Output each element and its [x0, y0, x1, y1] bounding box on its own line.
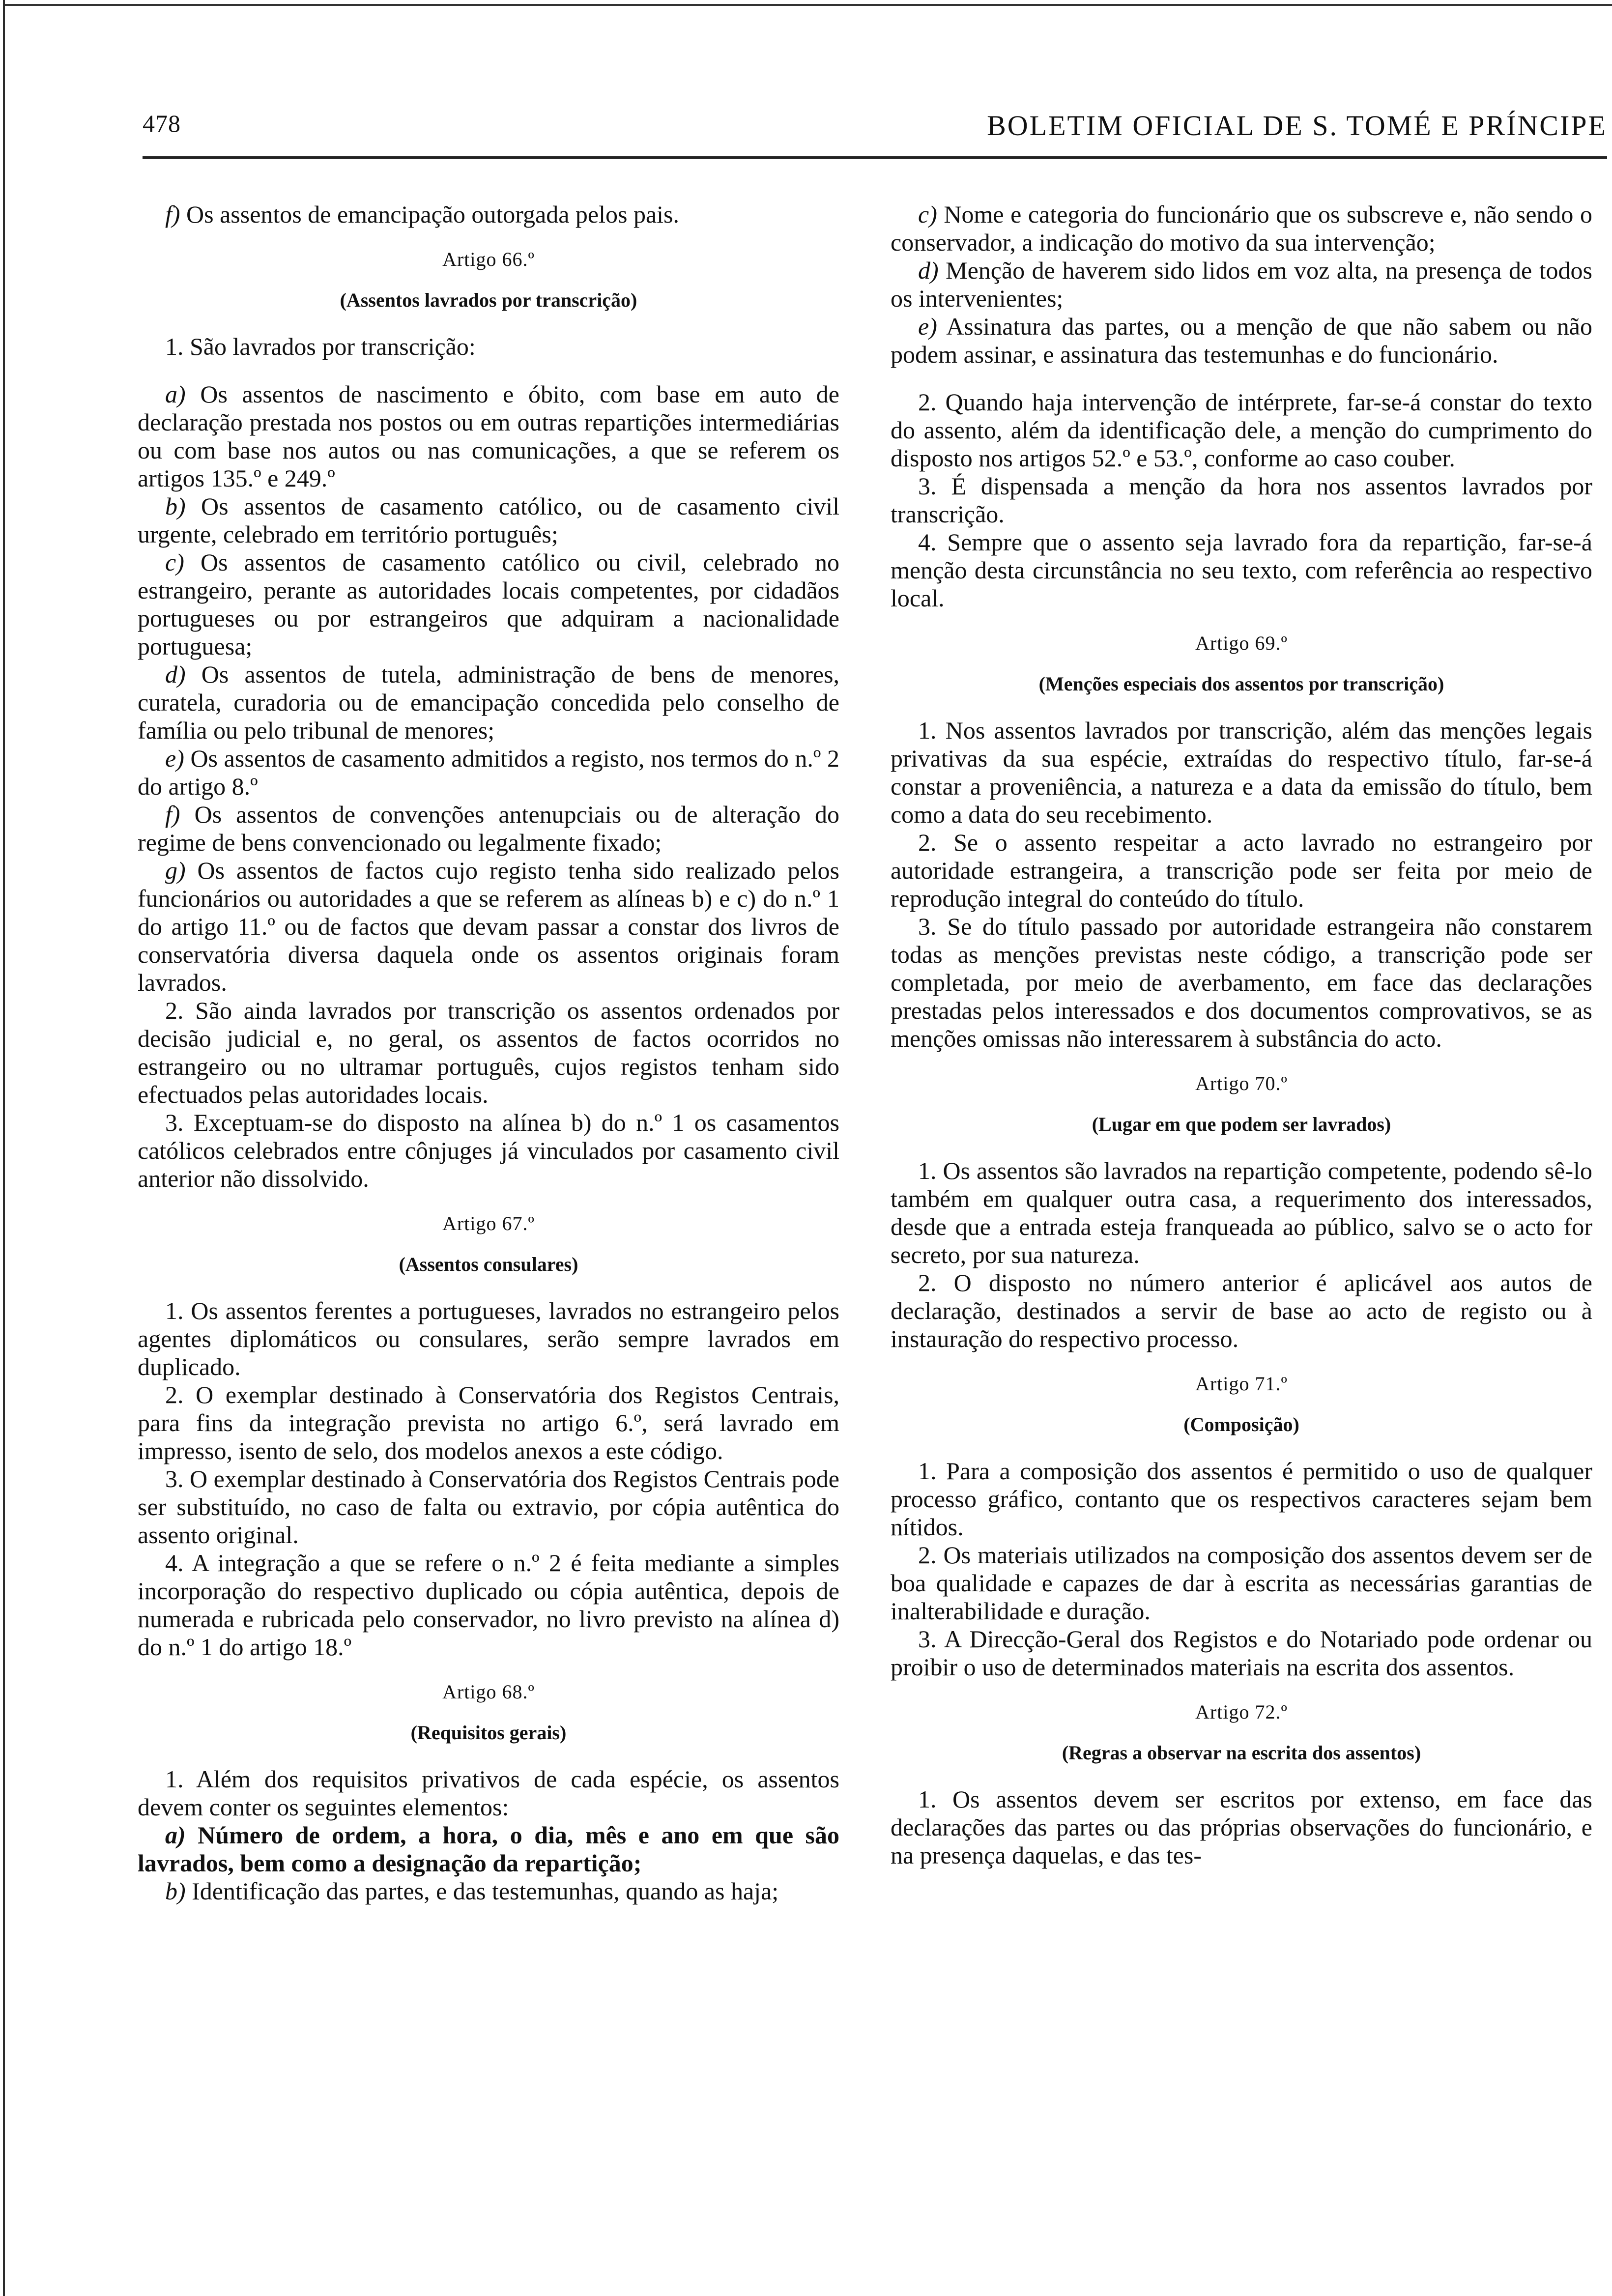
article-66-title: Artigo 66.º: [442, 248, 535, 270]
article-70-paragraph-2: 2. O disposto no número anterior é aplicável aos autos de declaração, destinados a servir de base ao acto de registo ou à instauração do respectivo processo.: [891, 1269, 1592, 1352]
article-70-paragraph-1: 1. Os assentos são lavrados na repartição competente, podendo sê-lo também em qualquer outra casa, a requerimento dos interessados, desde que a entrada esteja franqueada ao público, salvo se o acto for secreto, por sua natureza.: [891, 1157, 1592, 1268]
article-67-paragraph-3: 3. O exemplar destinado à Conservatória dos Registos Centrais pode ser substituído, no caso de falta ou extravio, por cópia autêntica do assento original.: [138, 1465, 839, 1549]
article-68-paragraph-3: 3. É dispensada a menção da hora nos assentos lavrados por transcrição.: [891, 472, 1592, 528]
article-68-clause-e: e) Assinatura das partes, ou a menção de que não sabem ou não podem assinar, e assinatura das testemunhas e do funcionário.: [891, 313, 1592, 368]
article-66-clause-e: e) Os assentos de casamento admitidos a registo, nos termos do n.º 2 do artigo 8.º: [138, 745, 839, 800]
article-68-clause-a: a) Número de ordem, a hora, o dia, mês e ano em que são lavrados, bem como a designação da repartição;: [138, 1821, 839, 1877]
article-69-paragraph-3: 3. Se do título passado por autoridade estrangeira não constarem todas as menções previstas neste código, a transcrição pode ser completada, por meio de averbamento, em face das declarações prestadas pelos interessados e dos documentos comprovativos, se as menções omissas não interessarem à substância do acto.: [891, 913, 1592, 1052]
article-72-paragraph-1: 1. Os assentos devem ser escritos por extenso, em face das declarações das partes ou das próprias observações do funcionário, e na presença daquelas, e das tes-: [891, 1785, 1592, 1869]
right-column: [891, 201, 1592, 1869]
article-67-paragraph-1: 1. Os assentos ferentes a portugueses, lavrados no estrangeiro pelos agentes diplomáticos ou consulares, serão sempre lavrados em duplicado.: [138, 1297, 839, 1380]
article-66-paragraph-2: 2. São ainda lavrados por transcrição os assentos ordenados por decisão judicial e, no geral, os assentos de factos ocorridos no estrangeiro ou no ultramar português, cujos registos tenham sido efectuados pelas autoridades locais.: [138, 997, 839, 1108]
scan-edge-rule: [3, 0, 5, 2296]
article-66-clause-a: a) Os assentos de nascimento e óbito, com base em auto de declaração prestada nos postos ou em outras repartições intermediárias ou com base nos autos ou nas comunicações, a que se referem os artigos 135.º e 249.º: [138, 380, 839, 492]
article-67-paragraph-4: 4. A integração a que se refere o n.º 2 é feita mediante a simples incorporação do respectivo duplicado ou cópia autêntica, depois de numerada e rubricada pelo conservador, no livro previsto na alínea d) do n.º 1 do artigo 18.º: [138, 1549, 839, 1661]
article-71-title: Artigo 71.º: [1195, 1373, 1288, 1395]
article-66-clause-f: f) Os assentos de convenções antenupciais ou de alteração do regime de bens convencionado ou legalmente fixado;: [138, 801, 839, 856]
header-rule: [143, 156, 1607, 159]
article-70-title: Artigo 70.º: [1195, 1072, 1288, 1094]
article-68-heading: (Requisitos gerais): [410, 1722, 567, 1744]
article-68-title: Artigo 68.º: [442, 1681, 535, 1703]
page-number: 478: [143, 110, 181, 137]
article-69-paragraph-1: 1. Nos assentos lavrados por transcrição, além das menções legais privativas da sua espécie, extraídas do respectivo título, far-se-á constar a proveniência, a natureza e a data da emissão do título, bem como a data do seu recebimento.: [891, 717, 1592, 828]
article-66-clause-g: g) Os assentos de factos cujo registo tenha sido realizado pelos funcionários ou autoridades a que se referem as alíneas b) e c) do n.º 1 do artigo 11.º ou de factos que devam passar a constar dos livros de conservatória diversa daquela onde os assentos originais foram lavrados.: [138, 857, 839, 996]
article-72-heading: (Regras a observar na escrita dos assentos): [1062, 1742, 1421, 1764]
article-68-paragraph-1: 1. Além dos requisitos privativos de cada espécie, os assentos devem conter os seguintes elementos:: [138, 1765, 839, 1821]
article-68-clause-c: c) Nome e categoria do funcionário que os subscreve e, não sendo o conservador, a indicação do motivo da sua intervenção;: [891, 201, 1592, 256]
article-69-heading: (Menções especiais dos assentos por transcrição): [1038, 673, 1444, 695]
article-72-title: Artigo 72.º: [1195, 1701, 1288, 1723]
article-71-paragraph-2: 2. Os materiais utilizados na composição dos assentos devem ser de boa qualidade e capazes de dar à escrita as necessárias garantias de inalterabilidade e duração.: [891, 1541, 1592, 1625]
article-66-heading: (Assentos lavrados por transcrição): [340, 289, 637, 311]
left-column: [138, 201, 839, 1905]
article-68-paragraph-2: 2. Quando haja intervenção de intérprete, far-se-á constar do texto do assento, além da identificação dele, a menção do cumprimento do disposto nos artigos 52.º e 53.º, conforme ao caso couber.: [891, 388, 1592, 472]
article-67-paragraph-2: 2. O exemplar destinado à Conservatória dos Registos Centrais, para fins da integração prevista no artigo 6.º, será lavrado em impresso, isento de selo, dos modelos anexos a este código.: [138, 1381, 839, 1464]
top-border-rule: [5, 4, 1612, 6]
article-70-heading: (Lugar em que podem ser lavrados): [1092, 1113, 1391, 1135]
article-69-title: Artigo 69.º: [1195, 632, 1288, 654]
article-67-title: Artigo 67.º: [442, 1212, 535, 1234]
article-68-clause-b: b) Identificação das partes, e das testemunhas, quando as haja;: [165, 1877, 779, 1905]
article-68-paragraph-4: 4. Sempre que o assento seja lavrado fora da repartição, far-se-á menção desta circunstância no seu texto, com referência ao respectivo local.: [891, 528, 1592, 612]
article-71-paragraph-1: 1. Para a composição dos assentos é permitido o uso de qualquer processo gráfico, contanto que os respectivos caracteres sejam bem nítidos.: [891, 1457, 1592, 1541]
article-69-paragraph-2: 2. Se o assento respeitar a acto lavrado no estrangeiro por autoridade estrangeira, a transcrição pode ser feita por meio de reprodução integral do conteúdo do título.: [891, 829, 1592, 912]
clause-f-emancipacao: f) Os assentos de emancipação outorgada pelos pais.: [165, 201, 680, 228]
article-66-clause-b: b) Os assentos de casamento católico, ou de casamento civil urgente, celebrado em território português;: [138, 492, 839, 548]
article-68-clause-d: d) Menção de haverem sido lidos em voz alta, na presença de todos os intervenientes;: [891, 257, 1592, 312]
article-67-heading: (Assentos consulares): [399, 1253, 578, 1275]
article-66-paragraph-3: 3. Exceptuam-se do disposto na alínea b) do n.º 1 os casamentos católicos celebrados entre cônjuges já vinculados por casamento civil anterior não dissolvido.: [138, 1109, 839, 1192]
page-header: [143, 109, 1607, 153]
journal-title: BOLETIM OFICIAL DE S. TOMÉ E PRÍNCIPE: [987, 110, 1607, 142]
article-71-heading: (Composição): [1183, 1413, 1299, 1435]
article-66-clause-c: c) Os assentos de casamento católico ou civil, celebrado no estrangeiro, perante as autoridades locais competentes, por cidadãos portugueses ou por estrangeiros que adquiram a nacionalidade portuguesa;: [138, 548, 839, 660]
article-66-paragraph-1: 1. São lavrados por transcrição:: [165, 333, 476, 360]
article-66-clause-d: d) Os assentos de tutela, administração de bens de menores, curatela, curadoria ou de emancipação concedida pelo conselho de família ou pelo tribunal de menores;: [138, 660, 839, 744]
article-71-paragraph-3: 3. A Direcção-Geral dos Registos e do Notariado pode ordenar ou proibir o uso de determinados materiais na escrita dos assentos.: [891, 1625, 1592, 1681]
